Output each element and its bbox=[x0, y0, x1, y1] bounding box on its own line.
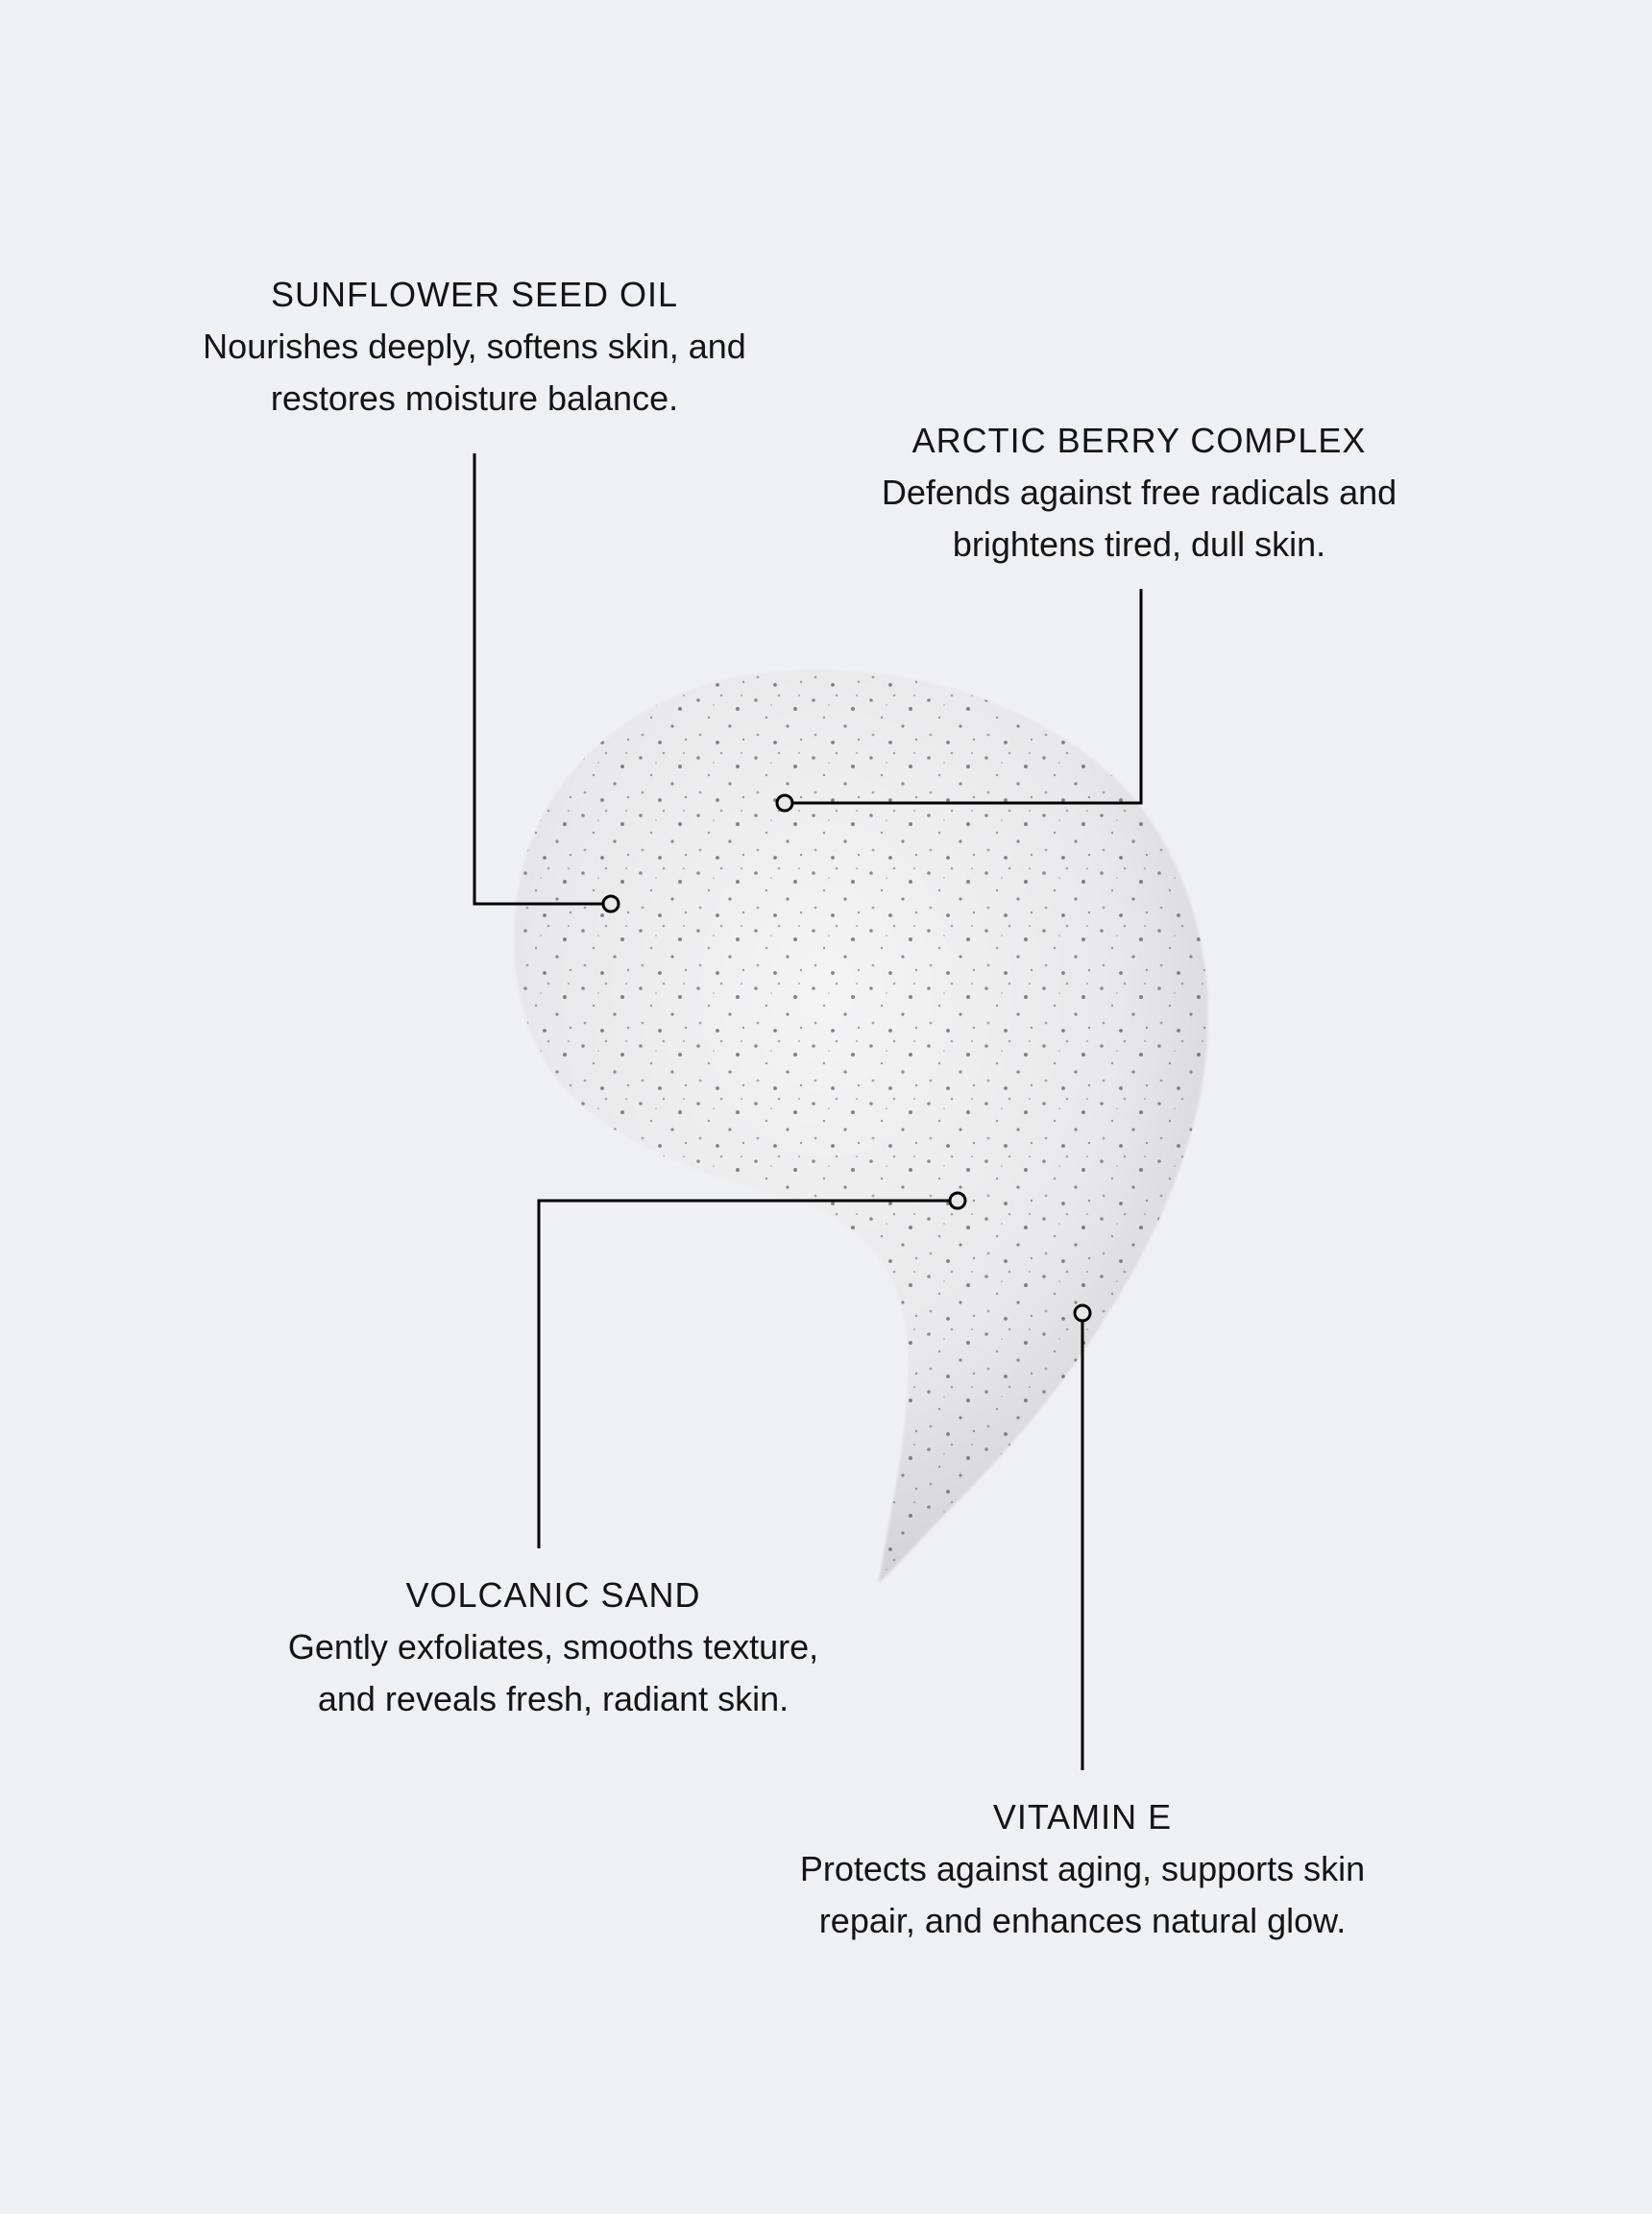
callout-title: VITAMIN E bbox=[992, 1797, 1173, 1837]
callout-title: ARCTIC BERRY COMPLEX bbox=[911, 421, 1367, 460]
callout-description-line: Protects against aging, supports skin bbox=[799, 1849, 1366, 1888]
callout-volcanic-sand bbox=[288, 1569, 818, 1725]
callout-description-line: Nourishes deeply, softens skin, and bbox=[203, 327, 746, 366]
callout-description-line: brightens tired, dull skin. bbox=[952, 524, 1326, 564]
callout-description-line: Defends against free radicals and bbox=[881, 473, 1397, 512]
callout-description-line: repair, and enhances natural glow. bbox=[818, 1901, 1347, 1940]
callout-sunflower-seed-oil bbox=[203, 269, 746, 425]
callout-description-line: Gently exfoliates, smooths texture, bbox=[287, 1627, 819, 1667]
callout-title: SUNFLOWER SEED OIL bbox=[270, 275, 679, 314]
vitamin-marker-dot bbox=[1075, 1305, 1090, 1321]
callout-description-line: and reveals fresh, radiant skin. bbox=[317, 1679, 790, 1718]
volcanic-marker-dot bbox=[950, 1193, 965, 1208]
callout-description-line: restores moisture balance. bbox=[270, 378, 679, 418]
callout-arctic-berry-complex bbox=[882, 415, 1397, 571]
sunflower-marker-dot bbox=[603, 896, 619, 912]
callout-vitamin-e bbox=[800, 1791, 1365, 1947]
callout-title: VOLCANIC SAND bbox=[405, 1575, 701, 1615]
arctic-marker-dot bbox=[777, 795, 792, 811]
scrub-swatch-image bbox=[514, 669, 1207, 1583]
